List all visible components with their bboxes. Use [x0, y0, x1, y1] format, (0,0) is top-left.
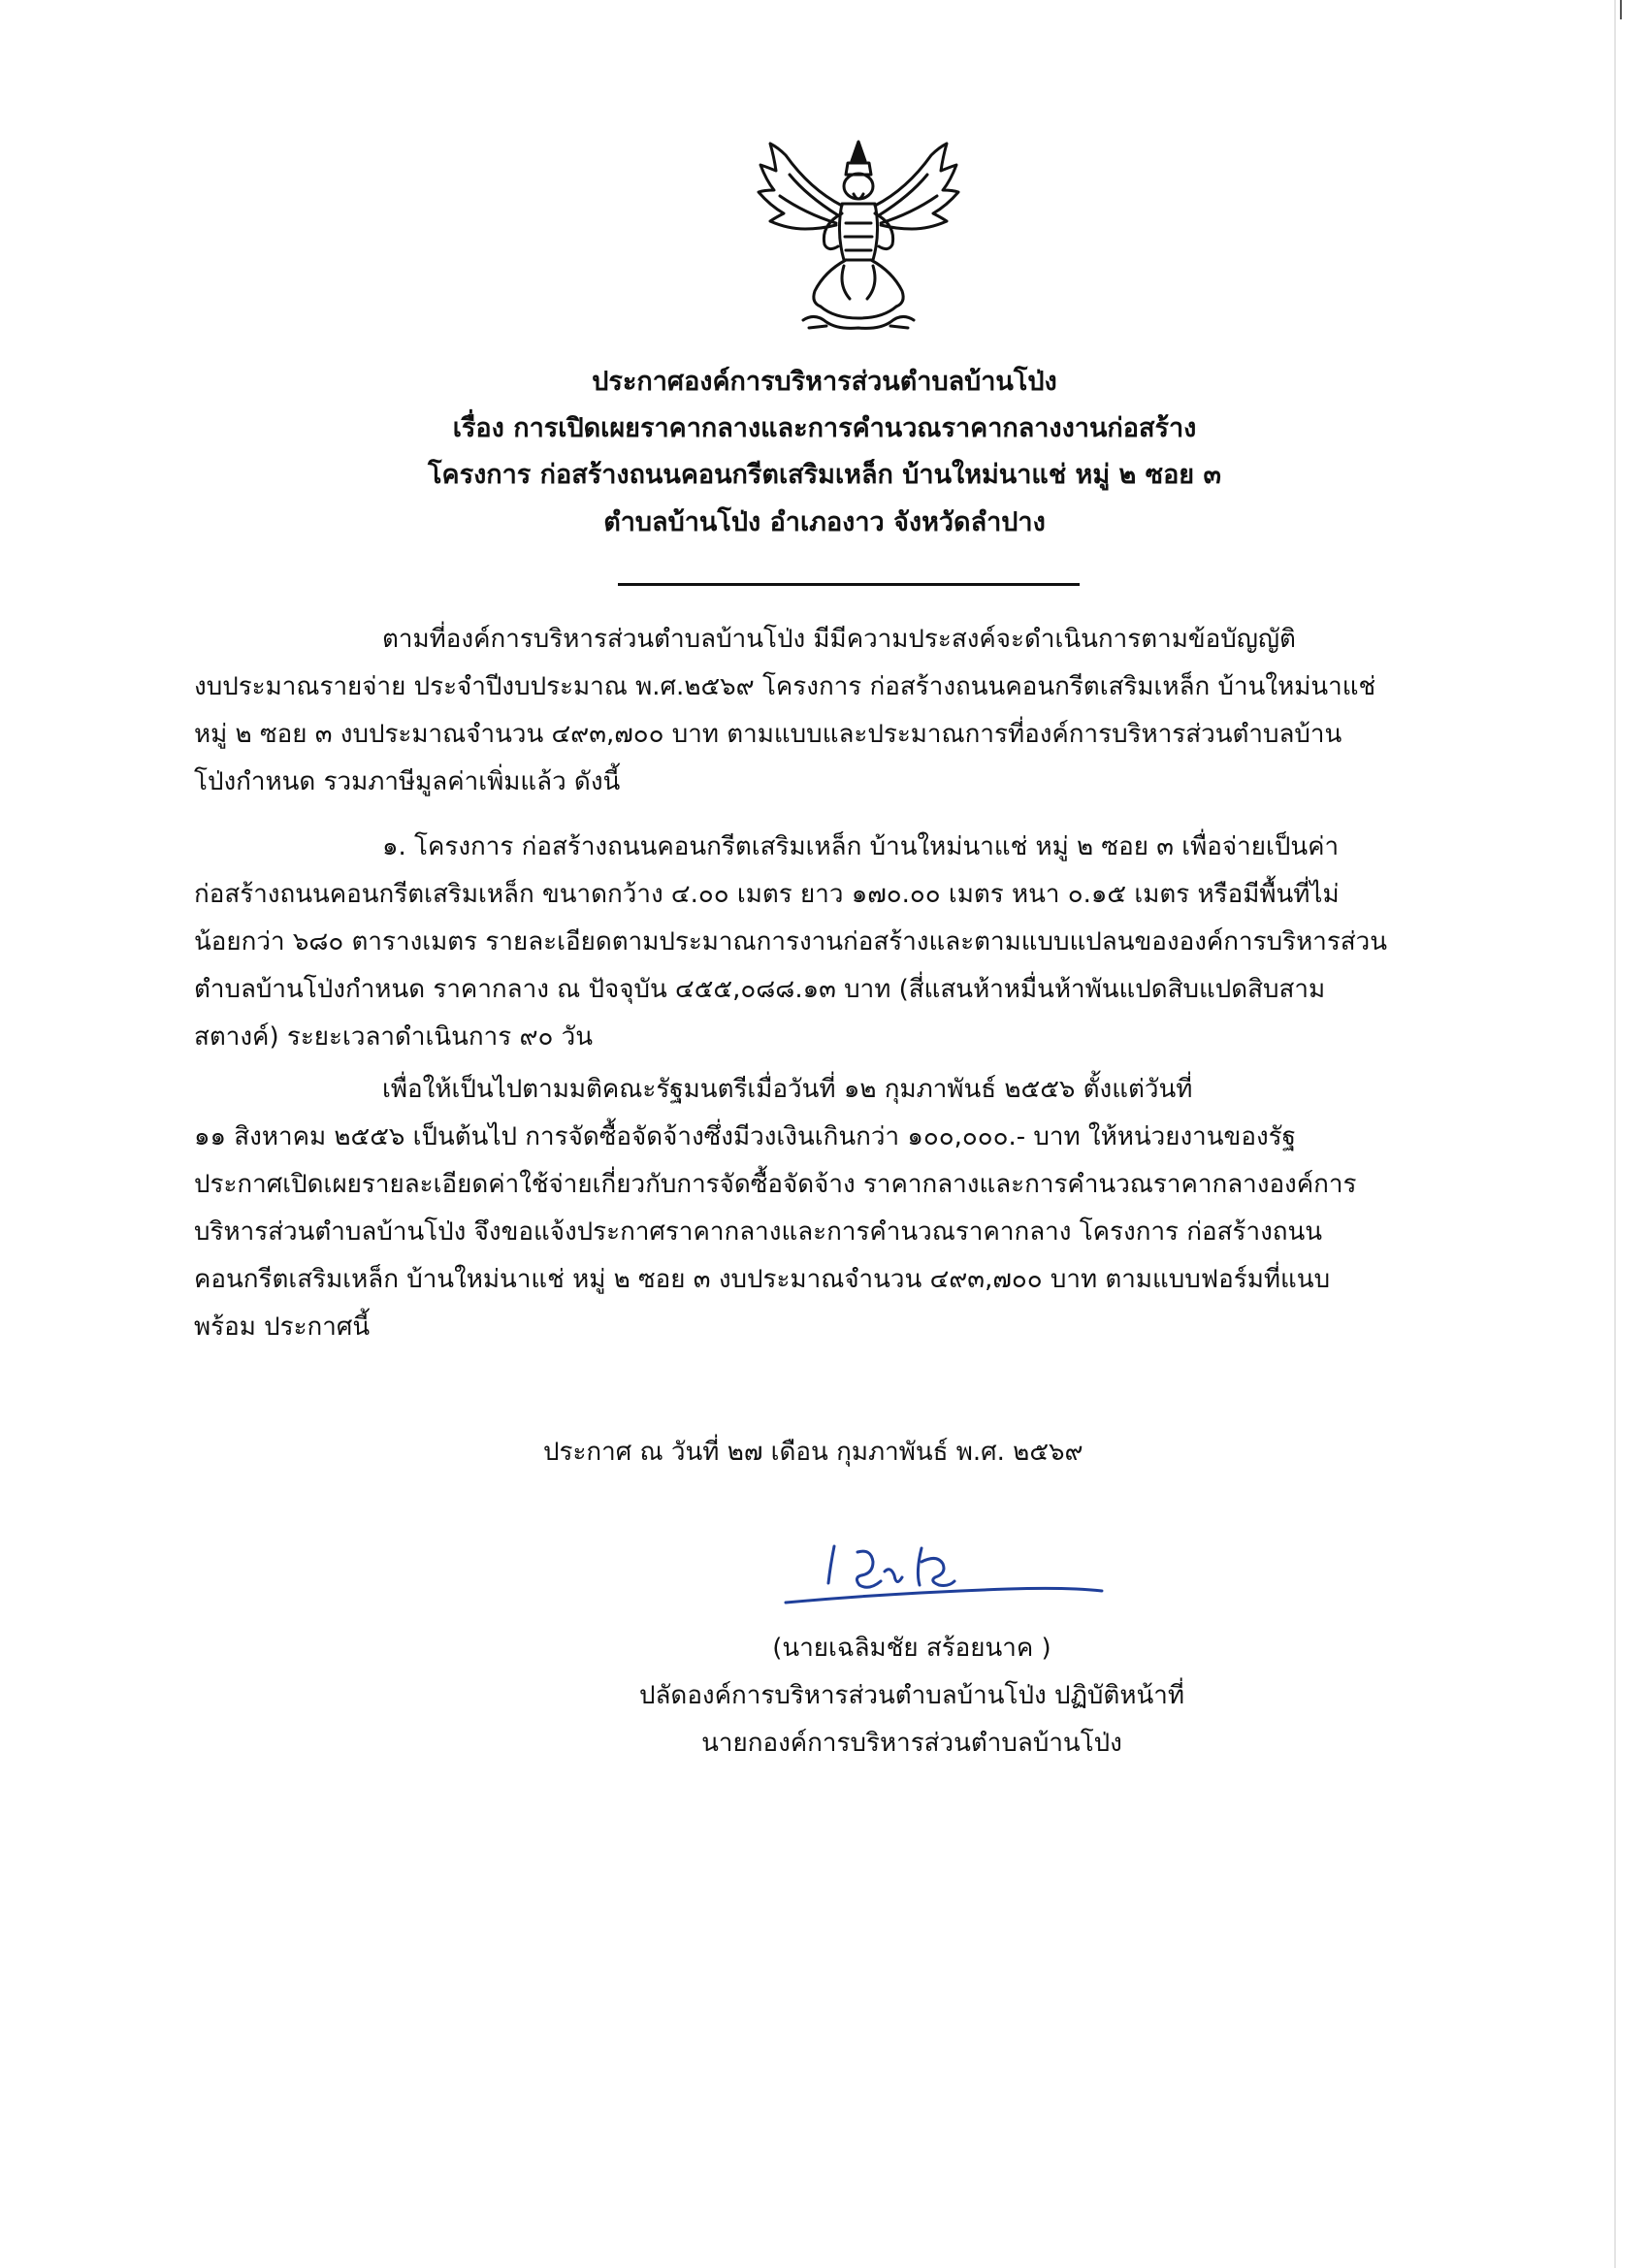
signature [776, 1542, 1106, 1630]
project-name: โครงการ ก่อสร้างถนนคอนกรีตเสริมเหล็ก บ้านใหม่นาแช่ หมู่ ๒ ซอย ๓ [428, 460, 1221, 490]
paragraph-line: น้อยกว่า ๖๘๐ ตารางเมตร รายละเอียดตามประมาณการงานก่อสร้างและตามแบบแปลนขององค์การบริหารส่วน [194, 927, 1388, 956]
scan-edge-mark [1620, 0, 1622, 19]
project-location: ตำบลบ้านโป่ง อำเภองาว จังหวัดลำปาง [603, 507, 1046, 537]
paragraph-line: ก่อสร้างถนนคอนกรีตเสริมเหล็ก ขนาดกว้าง ๔.๐๐ เมตร ยาว ๑๗๐.๐๐ เมตร หนา ๐.๑๕ เมตร หรือมีพื้นที่ไม่ [194, 880, 1340, 909]
paragraph-line: หมู่ ๒ ซอย ๓ งบประมาณจำนวน ๔๙๓,๗๐๐ บาท ตามแบบและประมาณการที่องค์การบริหารส่วนตำบลบ้าน [194, 720, 1342, 749]
paragraph-line: พร้อม ประกาศนี้ [194, 1312, 371, 1342]
paragraph-line: ๑. โครงการ ก่อสร้างถนนคอนกรีตเสริมเหล็ก บ้านใหม่นาแช่ หมู่ ๒ ซอย ๓ เพื่อจ่ายเป็นค่า [382, 832, 1340, 861]
paragraph-line: บริหารส่วนตำบลบ้านโป่ง จึงขอแจ้งประกาศราคากลางและการคำนวณราคากลาง โครงการ ก่อสร้างถนน [194, 1217, 1323, 1247]
garuda-emblem-icon [757, 136, 960, 335]
paragraph-line: โป่งกำหนด รวมภาษีมูลค่าเพิ่มแล้ว ดังนี้ [194, 767, 621, 796]
paragraph-line: เพื่อให้เป็นไปตามมติคณะรัฐมนตรีเมื่อวันที่ ๑๒ กุมภาพันธ์ ๒๕๕๖ ตั้งแต่วันที่ [382, 1075, 1193, 1104]
paragraph-line: ตามที่องค์การบริหารส่วนตำบลบ้านโป่ง มีมีความประสงค์จะดำเนินการตามข้อบัญญัติ [382, 625, 1296, 654]
scan-edge-line [1614, 0, 1616, 2268]
signer-acting-title: นายกองค์การบริหารส่วนตำบลบ้านโป่ง [701, 1729, 1122, 1758]
announcement-subject: เรื่อง การเปิดเผยราคากลางและการคำนวณราคากลางงานก่อสร้าง [452, 413, 1197, 443]
paragraph-line: ตำบลบ้านโป่งกำหนด ราคากลาง ณ ปัจจุบัน ๔๕๕,๐๘๘.๑๓ บาท (สี่แสนห้าหมื่นห้าพันแปดสิบแปดสิบสาม [194, 975, 1326, 1004]
paragraph-line: สตางค์) ระยะเวลาดำเนินการ ๙๐ วัน [194, 1022, 594, 1052]
announcement-title: ประกาศองค์การบริหารส่วนตำบลบ้านโป่ง [592, 367, 1057, 397]
announcement-date: ประกาศ ณ วันที่ ๒๗ เดือน กุมภาพันธ์ พ.ศ. ๒๕๖๙ [543, 1438, 1083, 1467]
paragraph-line: คอนกรีตเสริมเหล็ก บ้านใหม่นาแช่ หมู่ ๒ ซอย ๓ งบประมาณจำนวน ๔๙๓,๗๐๐ บาท ตามแบบฟอร์มที่แนบ [194, 1265, 1331, 1294]
paragraph-line: งบประมาณรายจ่าย ประจำปีงบประมาณ พ.ศ.๒๕๖๙ โครงการ ก่อสร้างถนนคอนกรีตเสริมเหล็ก บ้านใหม่นาแช่ [194, 672, 1376, 701]
signer-position: ปลัดองค์การบริหารส่วนตำบลบ้านโป่ง ปฏิบัติหน้าที่ [639, 1681, 1184, 1710]
heading-divider [618, 583, 1080, 586]
paragraph-line: ประกาศเปิดเผยรายละเอียดค่าใช้จ่ายเกี่ยวกับการจัดซื้อจัดจ้าง ราคากลางและการคำนวณราคากลางองค์การ [194, 1170, 1357, 1199]
signer-name: (นายเฉลิมชัย สร้อยนาค ) [772, 1634, 1051, 1663]
paragraph-line: ๑๑ สิงหาคม ๒๕๕๖ เป็นต้นไป การจัดซื้อจัดจ้างซึ่งมีวงเงินเกินกว่า ๑๐๐,๐๐๐.- บาท ให้หน่วยงานของรัฐ [194, 1122, 1296, 1151]
